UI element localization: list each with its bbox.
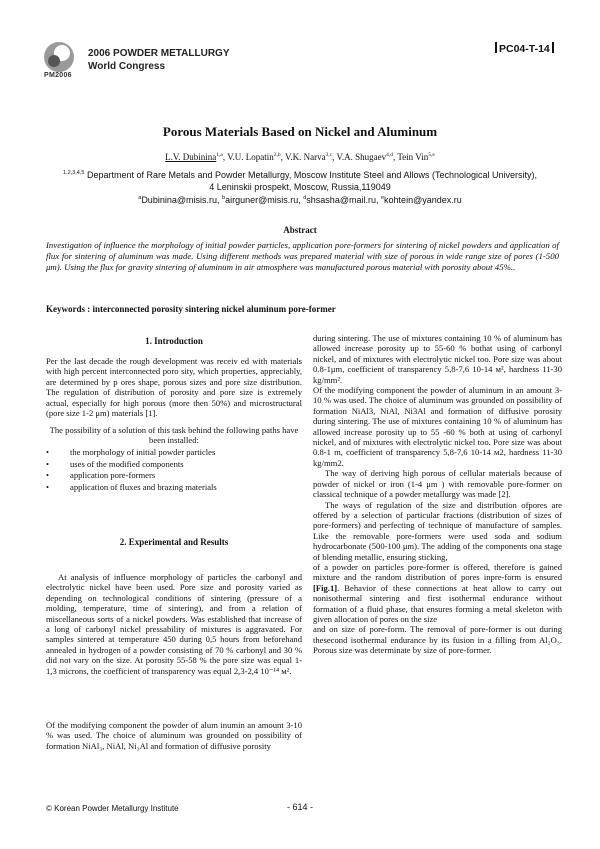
paper-code-text: PC04-T-14 [499,43,550,55]
affiliation-text: Department of Rare Metals and Powder Metallurgy, Moscow Institute Steel and Allows (Technological University), 4 Leninskii prospekt, Moscow, Russia,119049 [86,170,537,192]
right-paragraph-5-post: . Behavior of these connections at heat allow to carry out nonisothermal sintering and first isothermal endurance without formation of a fluid phase, that ensures forming a metal skeleton with given allocation of pores on the size [313,582,562,624]
introduction-paragraph-2: The possibility of a solution of this task behind the following paths have been installed: [49,425,299,446]
email-list: $^a$Dubinina@misis.ru, $^b$airguner@misis.ru, $^d$shsasha@mail.ru, $^e$kohtein@yandex.ru [138,195,462,205]
author-4-sup: 4,d [386,152,393,158]
author-list: L.V. Dubinina$^{1,a}$, V.U. Lopatin$^{2,b}$, V.K. Narva$^{3,c}$, V.A. Shugaev$^{4,d}$, Tein Vin$^{5,e}$ [165,152,435,162]
list-item: • uses of the modified components [46,458,184,469]
author-1: L.V. Dubinina [165,152,217,162]
author-5: Tein Vin [397,152,429,162]
list-item-text: application pore-formers [70,470,156,480]
email-link-4[interactable]: kohtein@yandex.ru [384,195,462,205]
bullet-list [46,447,302,493]
email-2-sup: b [222,195,226,201]
right-paragraph-1: during sintering. The use of mixtures containing 10 % of aluminum has allowed increase porosity up to 55-60 % bothat using of carbonyl nickel, and of mixtures with electrolytic nickel too. Pore size was about 0.8-1μm, coefficient of transparency 5,8-7,6 10-14 м², hardness 11-30 kg/mm². [313,333,562,385]
keywords: Keywords : interconnected porosity sintering nickel aluminum pore-former [46,304,336,314]
affiliation [60,168,540,193]
author-3: V.K. Narva [285,152,326,162]
author-5-sup: 5,e [428,152,435,158]
author-2: V.U. Lopatin [227,152,274,162]
author-2-sup: 2,b [273,152,281,158]
email-link-1[interactable]: Dubinina@misis.ru [141,195,217,205]
pm2006-logo-icon [42,40,76,74]
section-heading-introduction: 1. Introduction [145,336,203,346]
affiliation-sup: 1,2,3,4,5 [63,170,85,176]
abstract-heading: Abstract [283,225,317,235]
experimental-paragraph-2: Of the modifying component the powder of alum inumin an amount 3-10 % was used. The choice of aluminum was grounded on possibility of formation NiAl₃, NiAl, Ni₃Al and formation of diffusive porosity [46,720,302,751]
list-item: • application pore-formers [46,470,156,480]
figure-reference[interactable]: [Fig.1] [313,582,338,593]
page-number: - 614 - [286,802,313,812]
paper-code [493,42,556,55]
right-paragraph-6: and on size of pore-form. The removal of pore-former is out during thesecond isothermal endurance by its fusion in a filling from Al₂O₃. Porous size was determinate by size of pore-former. [313,624,562,656]
email-3-sup: d [303,195,307,201]
author-1-sup: 1,a [216,152,223,158]
list-item-text: the morphology of initial powder particles [70,447,216,457]
right-paragraph-2: Of the modifying component the powder of aluminum in an amount 3-10 % was used. The choice of aluminum was grounded on possibility of formation NiAl3, NiAl, Ni3Al and formation of diffusive porosity during sintering. The use of mixtures containing 10 % of aluminum has allowed increase porosity up to 55 -60 % both at using of carbonyl nickel, and of mixtures with electrolytic nickel too. Pore size was about 0.8-1 m, coefficient of transparency 5,8-7,6 10-14 м2, hardness 11-30 kg/mm2. [313,385,562,468]
list-item-text: application of fluxes and brazing materials [70,481,217,492]
list-item: • the morphology of initial powder particles [46,447,216,457]
conference-line-2: World Congress [88,61,166,72]
introduction-paragraph: Per the last decade the rough development was receiv ed with materials with high percent interconnected poro sity, which properties, appreciably, are determined by p ores shape, porous sizes and pore size distribution. The regulation of distribution of porosity and pore size is extremely actual, especially for high porous (more then 50%) and microstructural (pore size 1-2 μm) materials [1]. [46,356,302,419]
right-paragraph-5-pre: of a powder on particles pore-former is offered, therefore is gained mixture and the random distribution of pores inpre-form is ensured [313,561,562,583]
conference-name [88,47,230,73]
paper-title: Porous Materials Based on Nickel and Aluminum [162,124,438,139]
list-item-text: uses of the modified components [70,458,184,469]
email-4-sup: e [380,195,385,201]
right-paragraph-5 [313,562,562,624]
email-1-sup: a [138,195,142,201]
experimental-paragraph-1: At analysis of influence morphology of particles the carbonyl and electrolytic nickel have been used. Pore size and porosity varied as depending on technological conditions of sintering (pressure of a molding, temperature, time of sintering), and from a relation of miscellaneous sorts of a nickel powders. Was established that increase of a long of carbonyl nickel pressability of mixtures is aggravated. For samples sintered at temperature 450 during 0,5 hours from beforehand annealed in hydrogen of a powder consisting of 70 % carbonyl and 30 % did not vary on the size. At porosity 55-58 % the pore size was equal 1-1,3 microns, the coefficient of transparency was equal 2,3-2,4 10⁻¹⁴ м². [46,572,302,676]
abstract-text: Investigation of influence the morphology of initial powder particles, application pore-formers for sintering of nickel powders and application of flux for sintering of aluminum was made. Using different methods was prepared material with size of porous in wide range size of pores (1-500 μm). Using the flux for gravity sintering of aluminum in air atmosphere was manufactured porous material with porosity about 45%.. [46,240,559,272]
author-3-sup: 3,c [325,152,333,158]
email-link-2[interactable]: airguner@misis.ru [225,195,299,205]
email-link-3[interactable]: shsasha@mail.ru [306,195,376,205]
list-item: • application of fluxes and brazing materials [46,481,217,492]
right-paragraph-4: The ways of regulation of the size and distribution ofpores are offered by a selection of particular fractions (distribution of sizes of pore-formers) and perfecting of technique of manufacture of samples. Like the removable pore-formers were used soda and sodium hydrocarbonate (500-100 μm). The adding of the components ona stage of blending metallic, ensuring sticking, [313,499,562,562]
author-4: V.A. Shugaev [336,152,387,162]
right-paragraph-3: The way of deriving high porous of cellular materials because of powder of nickel or iron (1-4 μm ) with removable pore-former on classical technique of a powder metallurgy was made [2]. [313,468,562,500]
right-column [313,333,562,656]
logo-text: PM2006 [44,72,72,79]
conference-line-1: 2006 POWDER METALLURGY [88,48,230,59]
copyright: © Korean Powder Metallurgy Institute [46,804,179,813]
section-heading-experimental: 2. Experimental and Results [119,537,229,547]
